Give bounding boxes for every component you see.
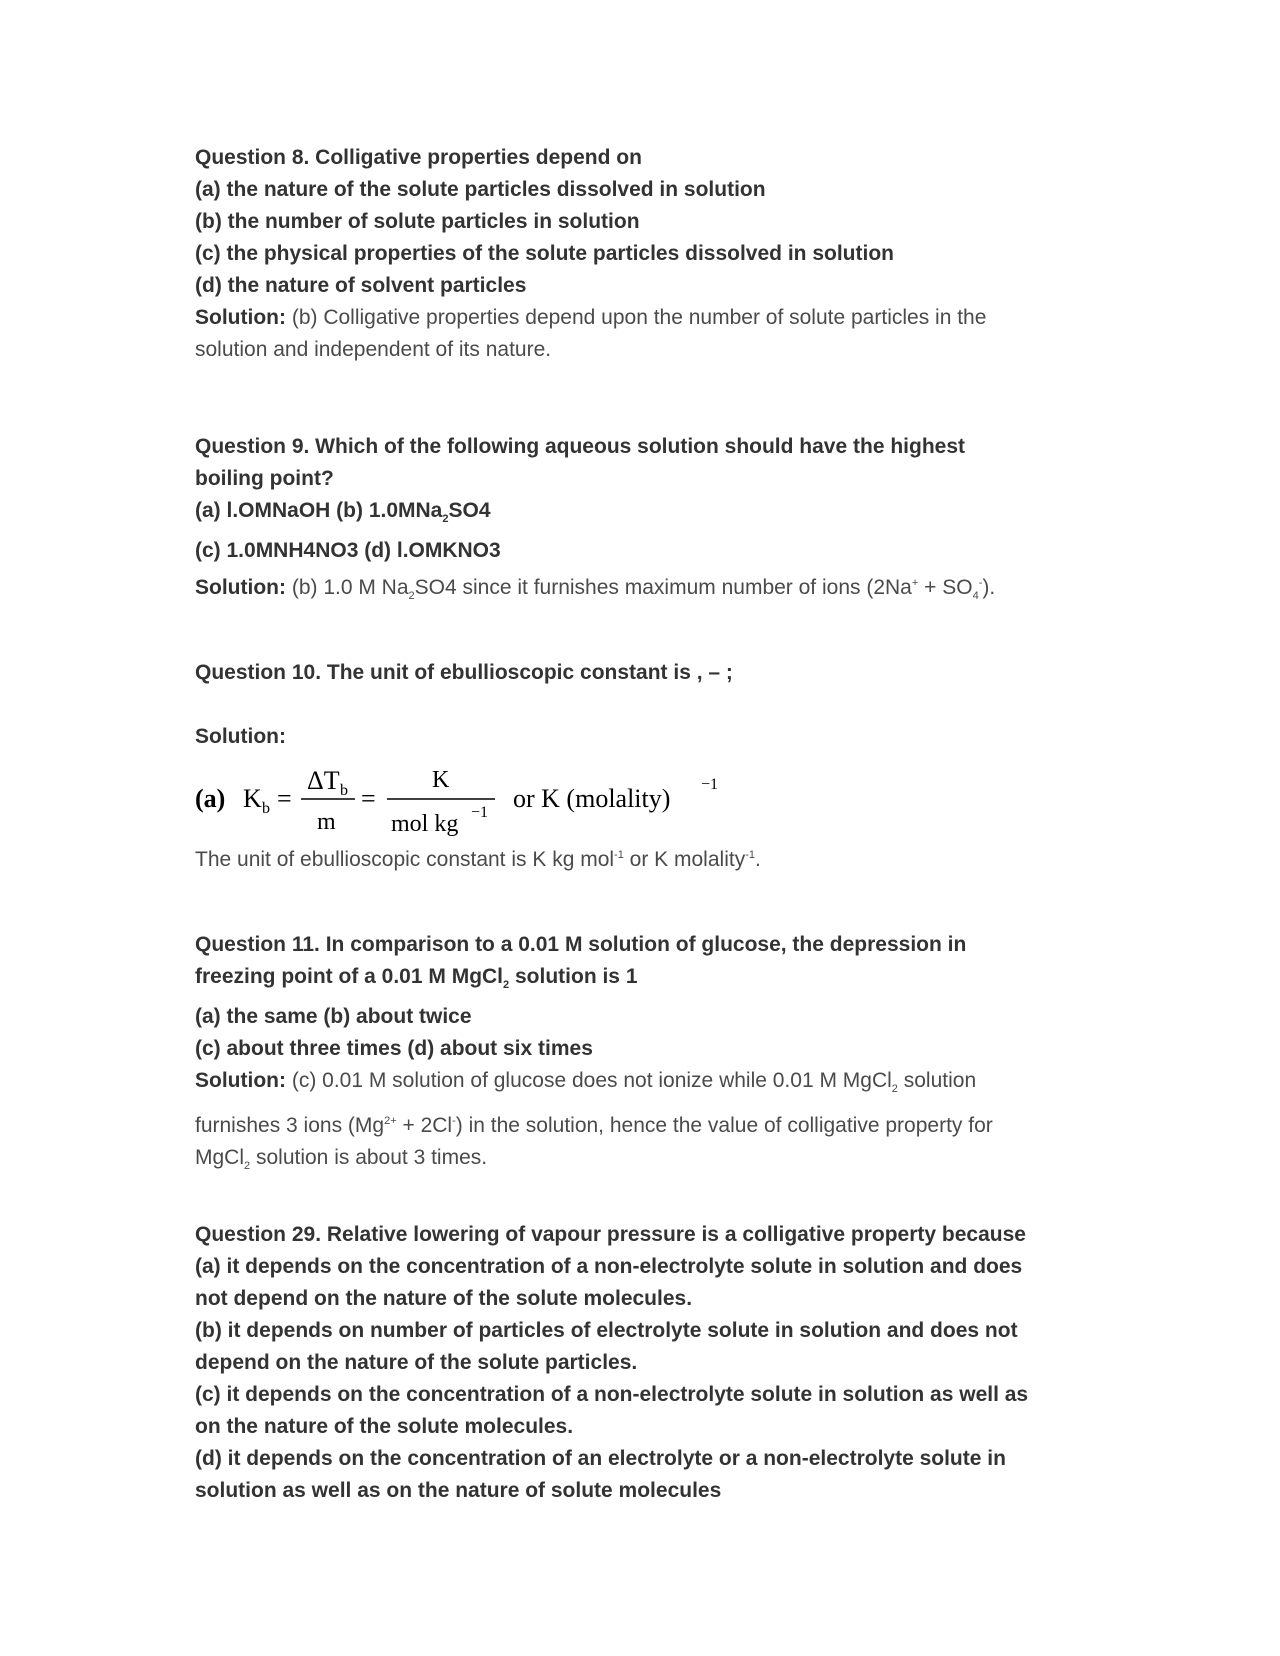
formula-num-2: K — [432, 767, 450, 793]
formula-svg — [195, 759, 735, 839]
solution-text: (b) Colligative properties depend upon the number of solute particles in the — [291, 306, 987, 329]
formula-den-2: mol kg — [391, 811, 459, 837]
question-text — [195, 961, 1095, 1001]
solution-text: furnishes 3 ions (Mg — [195, 1114, 385, 1138]
option-d-cont: solution as well as on the nature of solute molecules — [195, 1479, 722, 1502]
option-b: (b) the number of solute particles in solution — [195, 210, 640, 233]
formula-den-1: m — [317, 809, 336, 835]
superscript: -1 — [745, 849, 755, 861]
formula-num-1-sub: b — [340, 782, 348, 799]
subscript: 4 — [972, 590, 979, 603]
option-a-b — [195, 495, 1095, 535]
option-c: (c) it depends on the concentration of a non-electrolyte solute in solution as well as — [195, 1383, 1029, 1406]
superscript: - — [452, 1115, 456, 1128]
question-10 — [195, 657, 1095, 876]
solution-label: Solution: — [195, 725, 286, 748]
formula-den-2-sup: −1 — [471, 804, 489, 821]
superscript: -1 — [614, 849, 624, 861]
option-c-d: (c) 1.0MNH4NO3 (d) l.OMKNO3 — [195, 539, 501, 563]
option-d: (d) it depends on the concentration of an electrolyte or a non-electrolyte solute in — [195, 1447, 1006, 1470]
solution-label: Solution: — [195, 576, 286, 600]
superscript: - — [978, 577, 983, 590]
question-11 — [195, 929, 1095, 1183]
unit-text: or K molality — [623, 848, 746, 871]
solution-label: Solution: — [195, 306, 286, 329]
option-b-cont: depend on the nature of the solute particles. — [195, 1351, 638, 1374]
unit-text: . — [754, 848, 761, 871]
solution-line — [195, 302, 1095, 334]
question-text: Question 8. Colligative properties depend on — [195, 146, 642, 169]
option-d: (d) the nature of solvent particles — [195, 274, 527, 297]
question-text-part: solution is 1 — [509, 965, 638, 988]
solution-line — [195, 1105, 1095, 1142]
option-a: (a) it depends on the concentration of a non-electrolyte solute in solution and does — [195, 1255, 1023, 1278]
formula-eq-1: = — [277, 784, 292, 813]
solution-text: solution and independent of its nature. — [195, 338, 552, 361]
formula-image — [195, 759, 1095, 839]
question-29 — [195, 1219, 1095, 1507]
question-text: Question 10. The unit of ebullioscopic constant is , – ; — [195, 661, 733, 684]
solution-text: ). — [982, 576, 996, 600]
unit-statement — [195, 839, 1095, 876]
question-text: Question 9. Which of the following aqueous solution should have the highest — [195, 435, 966, 458]
question-9 — [195, 431, 1095, 612]
question-text: Question 11. In comparison to a 0.01 M solution of glucose, the depression in — [195, 933, 967, 956]
formula-eq-2: = — [361, 784, 376, 813]
formula-label-a: (a) — [195, 784, 226, 813]
solution-text: ) in the solution, hence the value of colligative property for — [455, 1114, 993, 1138]
solution-text: (c) 0.01 M solution of glucose does not ionize while 0.01 M MgCl — [291, 1069, 892, 1093]
option-b: (b) it depends on number of particles of electrolyte solute in solution and does not — [195, 1319, 1018, 1342]
formula-k: K — [243, 784, 262, 813]
solution-text: solution — [897, 1069, 977, 1093]
subscript: 2 — [408, 590, 415, 603]
option-a-cont: not depend on the nature of the solute molecules. — [195, 1287, 693, 1310]
option-text: SO4 — [448, 499, 491, 522]
superscript: 2+ — [384, 1115, 397, 1128]
subscript: 2 — [244, 1160, 251, 1173]
solution-text: solution is about 3 times. — [250, 1146, 488, 1170]
formula-num-1: ΔT — [307, 766, 340, 795]
option-c-cont: on the nature of the solute molecules. — [195, 1415, 574, 1438]
subscript: 2 — [503, 979, 510, 992]
subscript: 2 — [442, 513, 449, 526]
question-text: boiling point? — [195, 467, 334, 490]
solution-label: Solution: — [195, 1069, 286, 1093]
solution-text: (b) 1.0 M Na — [291, 576, 409, 600]
option-a: (a) the nature of the solute particles dissolved in solution — [195, 178, 766, 201]
superscript: + — [911, 577, 919, 590]
solution-text: SO4 since it furnishes maximum number of ions (2Na — [414, 576, 912, 600]
formula-k-sub: b — [262, 800, 270, 817]
question-text: Question 29. Relative lowering of vapour pressure is a colligative property because — [195, 1223, 1026, 1246]
formula-tail: or K (molality) — [513, 784, 671, 813]
question-text-part: freezing point of a 0.01 M MgCl — [195, 965, 504, 988]
solution-line — [195, 567, 1095, 612]
solution-text: MgCl — [195, 1146, 245, 1170]
subscript: 2 — [891, 1083, 898, 1096]
solution-line — [195, 1065, 1095, 1105]
formula-tail-sup: −1 — [701, 776, 719, 793]
question-8 — [195, 142, 1095, 366]
unit-text: The unit of ebullioscopic constant is K kg mol — [195, 848, 615, 871]
solution-line — [195, 1142, 1095, 1182]
option-c: (c) the physical properties of the solute particles dissolved in solution — [195, 242, 894, 265]
option-c-d: (c) about three times (d) about six times — [195, 1037, 593, 1061]
solution-text: + 2Cl — [396, 1114, 453, 1138]
option-text: (a) l.OMNaOH (b) 1.0MNa — [195, 499, 443, 522]
solution-text: + SO — [918, 576, 973, 600]
option-a-b: (a) the same (b) about twice — [195, 1005, 472, 1029]
